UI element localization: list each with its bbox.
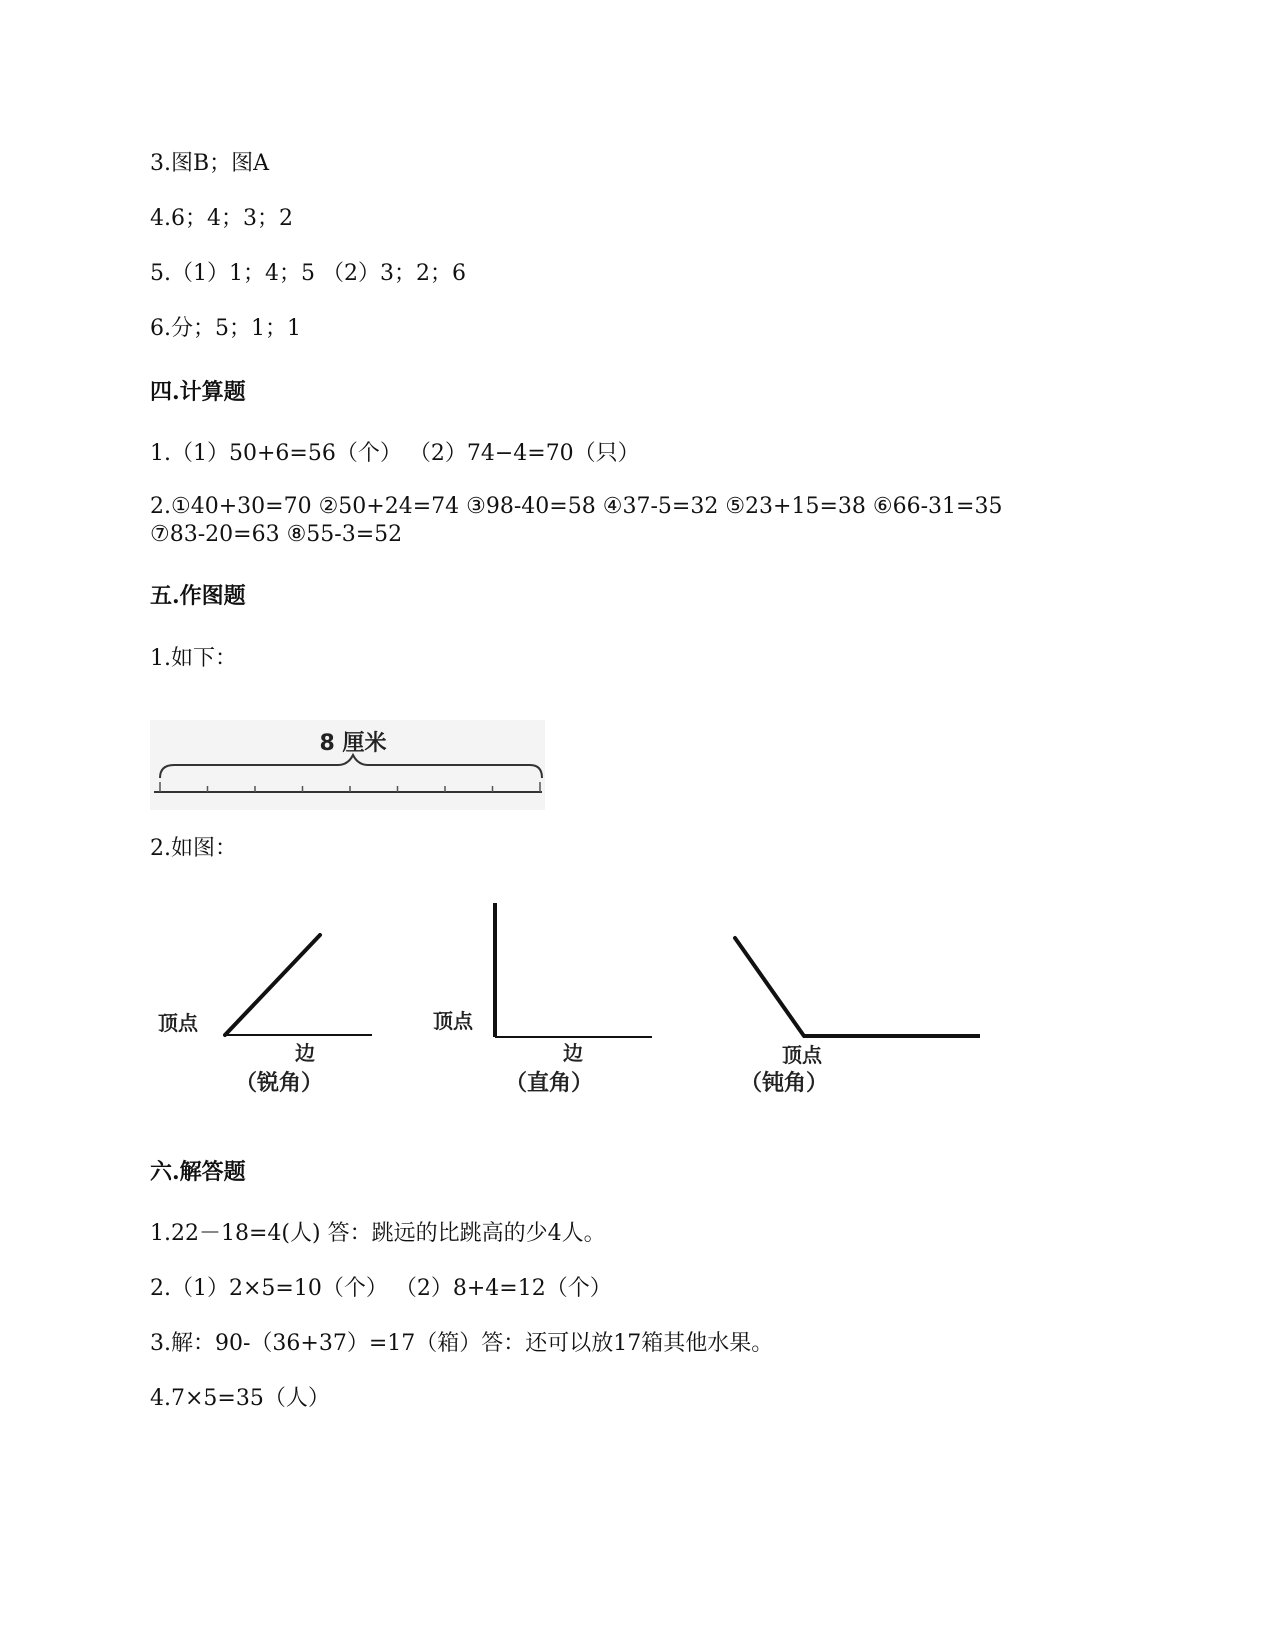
- answer-6: 6.分；5；1；1: [150, 316, 301, 341]
- calc-item: ⑤23+15=38: [725, 494, 866, 519]
- acute-side-label: 边: [295, 1041, 315, 1065]
- obtuse-angle: [735, 938, 980, 1096]
- calc-item: ⑧55-3=52: [286, 522, 403, 547]
- ruler-label: 8 厘米: [319, 731, 387, 756]
- calc-item: ⑦83-20=63: [150, 522, 280, 547]
- right-side-label: 边: [563, 1041, 583, 1065]
- answer-3: 3.图B；图A: [150, 151, 270, 176]
- right-vertex-label: 顶点: [433, 1009, 473, 1033]
- heading-solution: 六.解答题: [150, 1159, 246, 1185]
- calc-item: ①40+30=70: [171, 494, 312, 519]
- solution-answer-1: 1.22－18=4(人) 答：跳远的比跳高的少4人。: [150, 1221, 606, 1246]
- acute-vertex-label: 顶点: [158, 1011, 198, 1035]
- obtuse-caption: （钝角）: [740, 1070, 829, 1096]
- drawing-answer-2: 2.如图：: [150, 836, 237, 861]
- solution-answer-4: 4.7×5=35（人）: [150, 1386, 330, 1411]
- angles-figure: [150, 900, 1010, 1130]
- calc-item: ②50+24=74: [318, 494, 460, 519]
- calc-item: ③98-40=58: [466, 494, 596, 519]
- calc-answer-2-prefix: 2.: [150, 494, 171, 519]
- calc-item: ⑥66-31=35: [872, 494, 1003, 519]
- calc-answer-2: [150, 493, 1080, 549]
- calc-item: ④37-5=32: [602, 494, 719, 519]
- solution-answer-3: 3.解：90-（36+37）=17（箱）答：还可以放17箱其他水果。: [150, 1331, 774, 1356]
- heading-drawing: 五.作图题: [150, 583, 246, 609]
- obtuse-vertex-label: 顶点: [782, 1043, 822, 1067]
- solution-answer-2: 2.（1）2×5=10（个） （2）8+4=12（个）: [150, 1276, 612, 1301]
- heading-calculation: 四.计算题: [150, 379, 246, 405]
- acute-caption: （锐角）: [235, 1070, 324, 1096]
- right-caption: （直角）: [505, 1070, 594, 1096]
- drawing-answer-1: 1.如下：: [150, 646, 237, 671]
- ruler-figure: [150, 720, 545, 810]
- acute-angle: [158, 935, 372, 1096]
- right-angle: [433, 903, 652, 1096]
- calc-answer-1: 1.（1）50+6=56（个） （2）74−4=70（只）: [150, 441, 640, 466]
- answer-4: 4.6；4；3；2: [150, 206, 293, 231]
- answer-5: 5.（1）1；4；5 （2）3；2；6: [150, 261, 466, 286]
